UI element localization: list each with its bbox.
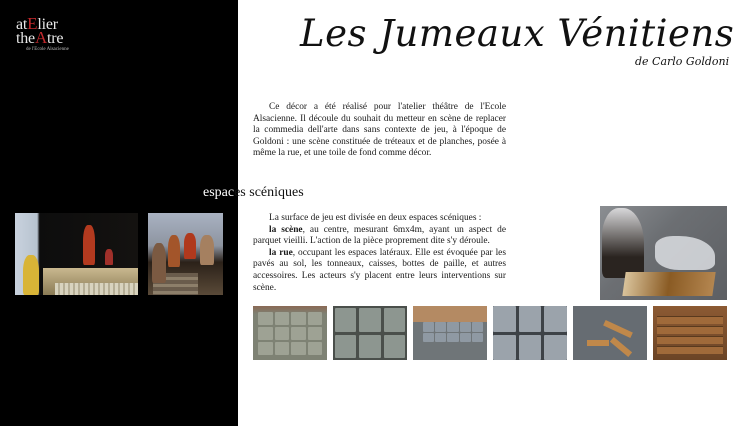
item-label: la scène <box>269 224 303 235</box>
plastic-sheet <box>655 236 715 270</box>
thumbnail-wood-planks <box>573 306 647 360</box>
thumbnail-finished-cobblestones <box>493 306 567 360</box>
tile-grid <box>423 322 483 342</box>
logo-text: at <box>16 16 28 33</box>
painting-set-photo <box>600 206 727 300</box>
section-item-scene <box>253 225 506 248</box>
logo-text: the <box>16 30 35 47</box>
intro-paragraph <box>253 102 506 160</box>
logo-text: tre <box>47 30 64 47</box>
section-intro-text: La surface de jeu est divisée en deux espaces scéniques : <box>269 213 482 223</box>
section-title-part: es scéniques <box>234 185 304 200</box>
logo-accent-letter: A <box>34 28 48 47</box>
logo-line-atelier <box>16 14 96 33</box>
intro-text: Ce décor a été réalisé pour l'atelier théâtre de l'Ecole Alsacienne. Il découle du souhait du metteur en scène de replacer la commedia dell'arte dans sans contexte de jeu, à l'époque de Goldoni : une scène constituée de tréteaux et de planches, posée à même la rue, et une toile de fond comme décor. <box>253 102 506 159</box>
plank <box>610 337 632 357</box>
item-text: , au centre, mesurant 6mx4m, ayant un aspect de parquet vieilli. L'action de la pièce proprement dite s'y déroule. <box>253 224 506 247</box>
painter-figure <box>602 208 644 278</box>
painted-board <box>622 272 715 296</box>
section-intro-line <box>253 213 506 225</box>
actor-figure <box>152 243 166 283</box>
page-title: Les Jumeaux Vénitiens <box>300 12 735 55</box>
section-title <box>203 185 304 201</box>
actor-figure <box>83 225 95 265</box>
tile-grid <box>335 308 405 358</box>
actor-figure <box>105 249 113 265</box>
tile-grid <box>258 312 322 355</box>
plank <box>587 340 609 346</box>
page-subtitle: de Carlo Goldoni <box>635 55 730 68</box>
thumbnail-paving-mold <box>253 306 327 360</box>
plank <box>603 320 633 338</box>
actor-figure <box>200 235 214 265</box>
plank <box>657 346 723 354</box>
logo-subline: de l'Ecole Alsacienne <box>26 47 69 52</box>
thumbnail-cobblestones-in-progress <box>413 306 487 360</box>
tile-grid <box>493 306 567 360</box>
section-title-part: espac <box>203 185 235 200</box>
thumbnail-painted-cobblestones <box>333 306 407 360</box>
plank <box>657 336 723 344</box>
section-item-rue <box>253 248 506 294</box>
atelier-theatre-logo <box>16 14 96 52</box>
logo-text: lier <box>37 16 58 33</box>
section-paragraph <box>253 213 506 294</box>
stage-skirt <box>55 283 138 295</box>
actor-figure <box>168 235 180 267</box>
plank <box>657 316 723 324</box>
stage-performance-photo <box>15 213 138 295</box>
logo-accent-letter: E <box>27 14 38 33</box>
thumbnail-aged-parquet <box>653 306 727 360</box>
item-text: , occupant les espaces latéraux. Elle est évoquée par les pavés au sol, les tonneaux, caisses, bottes de paille, et autres accessoires. Les acteurs s'y placent entre leurs interventions sur scène. <box>253 247 506 293</box>
item-label: la rue <box>269 247 293 258</box>
logo-line-theatre <box>16 28 96 47</box>
actors-on-steps-photo <box>148 213 223 295</box>
plank <box>657 326 723 334</box>
actor-figure <box>184 233 196 259</box>
actor-figure <box>23 255 39 295</box>
